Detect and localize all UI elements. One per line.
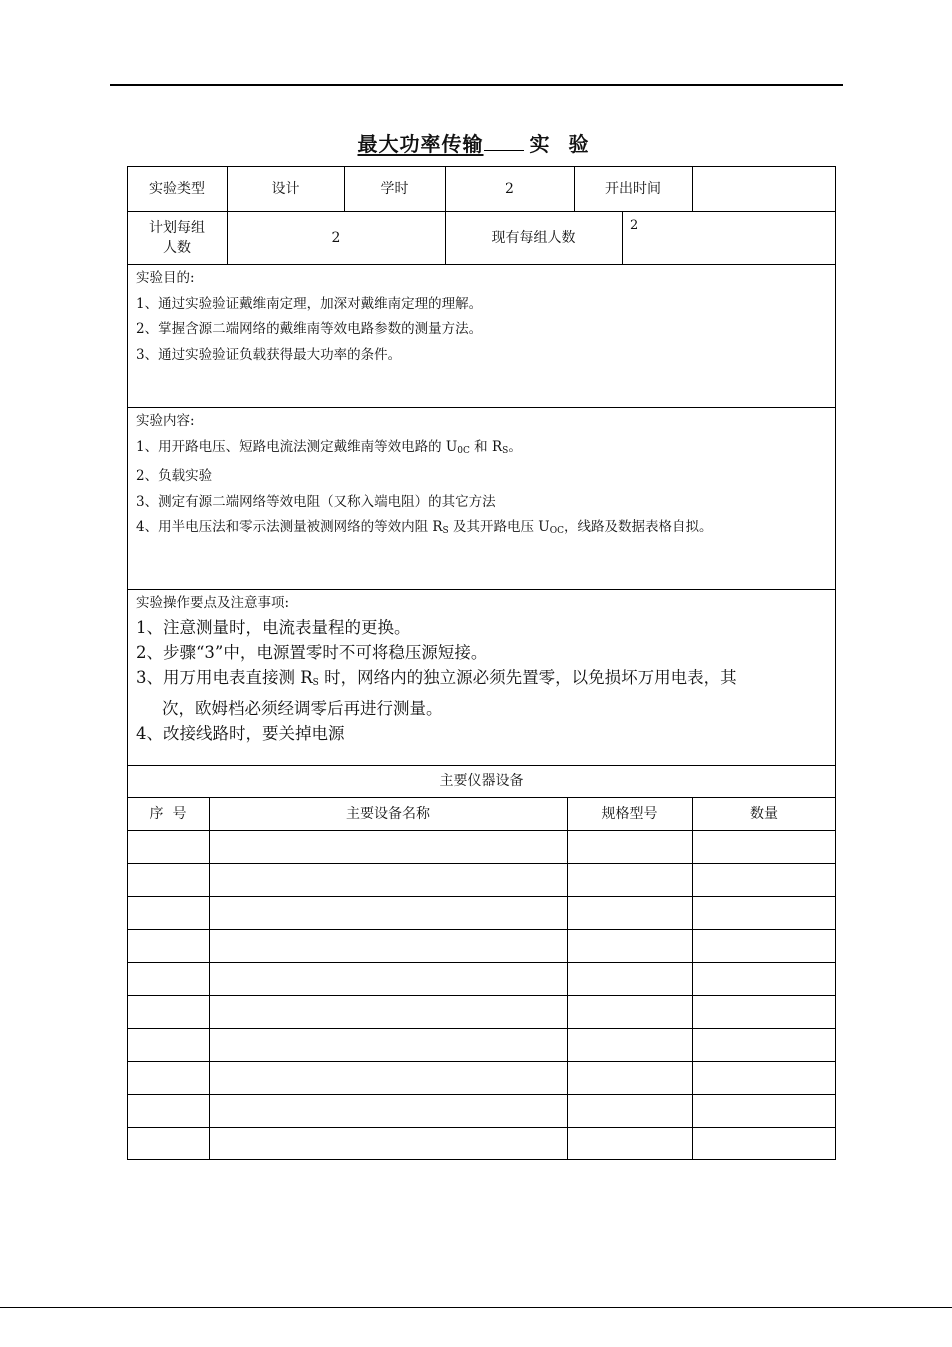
row-spec-cell [567, 1127, 692, 1160]
planned-label-line1: 计划每组 [149, 219, 205, 236]
row-name-cell [209, 1094, 567, 1127]
row-spec-cell [567, 1094, 692, 1127]
content-item: 2、负载实验 [136, 468, 213, 484]
row-index-cell [127, 830, 209, 863]
purpose-item: 3、通过实验验证负载获得最大功率的条件。 [136, 346, 402, 363]
content-item1-post: 。 [508, 438, 522, 455]
title-suffix: 实 验 [529, 132, 595, 156]
top-rule [110, 84, 843, 86]
row-index-cell [127, 1028, 209, 1061]
purpose-item: 1、通过实验验证戴维南定理，加深对戴维南定理的理解。 [136, 295, 483, 312]
row-spec-cell [567, 1061, 692, 1094]
row-index-cell [127, 929, 209, 962]
content-item1-mid: 和 R [469, 438, 503, 455]
notes-item: 1、注意测量时，电流表量程的更换。 [136, 618, 411, 637]
row-quantity-cell [692, 1028, 836, 1061]
hours-value: 2 [505, 180, 514, 197]
content-item4-sub2: OC [549, 526, 564, 536]
col-header-spec: 规格型号 [601, 805, 658, 822]
row-quantity-cell [692, 863, 836, 896]
title-blank [484, 148, 524, 151]
row-quantity-cell [692, 1094, 836, 1127]
row-name-cell [209, 1061, 567, 1094]
row-spec-cell [567, 995, 692, 1028]
col-header-quantity: 数量 [750, 805, 778, 822]
row-index-cell [127, 962, 209, 995]
row-spec-cell [567, 896, 692, 929]
col-header-index: 序 号 [149, 805, 187, 822]
row-quantity-cell [692, 1127, 836, 1160]
row-index-cell [127, 863, 209, 896]
row-index-cell [127, 995, 209, 1028]
row-name-cell [209, 1127, 567, 1160]
content-item4-mid: 及其开路电压 U [448, 519, 550, 535]
row-name-cell [209, 995, 567, 1028]
content-item4-post: ，线路及数据表格自拟。 [563, 519, 713, 535]
notes-item-continuation: 次，欧姆档必须经调零后再进行测量。 [162, 699, 443, 718]
row-index-cell [127, 1094, 209, 1127]
row-index-cell [127, 1061, 209, 1094]
row-quantity-cell [692, 929, 836, 962]
row-divider [127, 407, 836, 408]
purpose-heading: 实验目的: [136, 270, 195, 286]
row-index-cell [127, 896, 209, 929]
open-time-label: 开出时间 [605, 180, 661, 197]
notes-item3-pre: 3、用万用电表直接测 R [136, 668, 313, 687]
content-item1-pre: 1、用开路电压、短路电流法测定戴维南等效电路的 U [136, 438, 458, 455]
title-main: 最大功率传输 [357, 132, 484, 156]
planned-group-size-value: 2 [331, 229, 341, 246]
row-spec-cell [567, 830, 692, 863]
notes-item3-post: 时，网络内的独立源必须先置零，以免损坏万用电表，其 [318, 668, 737, 687]
notes-section [136, 615, 737, 746]
content-item: 3、测定有源二端网络等效电阻（又称入端电阻）的其它方法 [136, 493, 496, 510]
row-name-cell [209, 830, 567, 863]
notes-item: 2、步骤“3”中，电源置零时不可将稳压源短接。 [136, 643, 488, 662]
hours-label: 学时 [380, 180, 409, 197]
row-quantity-cell [692, 830, 836, 863]
row-index-cell [127, 1127, 209, 1160]
content-item1-sub1: 0C [457, 445, 470, 456]
content-item1-sub2: S [502, 445, 509, 456]
row-name-cell [209, 929, 567, 962]
purpose-item: 2、掌握含源二端网络的戴维南等效电路参数的测量方法。 [136, 321, 483, 337]
row-name-cell [209, 863, 567, 896]
current-group-size-label: 现有每组人数 [491, 229, 576, 246]
row-quantity-cell [692, 1061, 836, 1094]
notes-heading: 实验操作要点及注意事项: [136, 595, 290, 611]
row-quantity-cell [692, 962, 836, 995]
row-name-cell [209, 962, 567, 995]
content-item [136, 515, 712, 545]
experiment-type-label: 实验类型 [149, 180, 205, 197]
content-item [136, 435, 712, 465]
equipment-heading: 主要仪器设备 [439, 773, 524, 789]
bottom-rule [0, 1307, 952, 1308]
page-title [0, 128, 952, 157]
open-time-value [692, 166, 836, 211]
row-divider [127, 589, 836, 590]
content-section [136, 409, 712, 545]
purpose-section [136, 266, 482, 368]
planned-group-size-label [127, 211, 227, 264]
row-name-cell [209, 896, 567, 929]
notes-item3-sub: S [312, 678, 319, 688]
content-heading: 实验内容: [136, 413, 195, 429]
row-name-cell [209, 1028, 567, 1061]
row-spec-cell [567, 863, 692, 896]
planned-label-line2: 人数 [163, 239, 191, 256]
content-item4-pre: 4、用半电压法和零示法测量被测网络的等效内阻 R [136, 519, 443, 535]
notes-item [136, 665, 737, 696]
notes-item: 4、改接线路时，要关掉电源 [136, 724, 345, 743]
row-quantity-cell [692, 896, 836, 929]
col-divider [622, 211, 623, 264]
col-header-name: 主要设备名称 [346, 805, 430, 822]
row-quantity-cell [692, 995, 836, 1028]
row-divider [127, 264, 836, 265]
current-group-size-value: 2 [630, 218, 639, 233]
row-spec-cell [567, 1028, 692, 1061]
content-item4-sub1: S [442, 526, 449, 536]
experiment-type-value: 设计 [271, 180, 300, 197]
row-spec-cell [567, 929, 692, 962]
row-spec-cell [567, 962, 692, 995]
